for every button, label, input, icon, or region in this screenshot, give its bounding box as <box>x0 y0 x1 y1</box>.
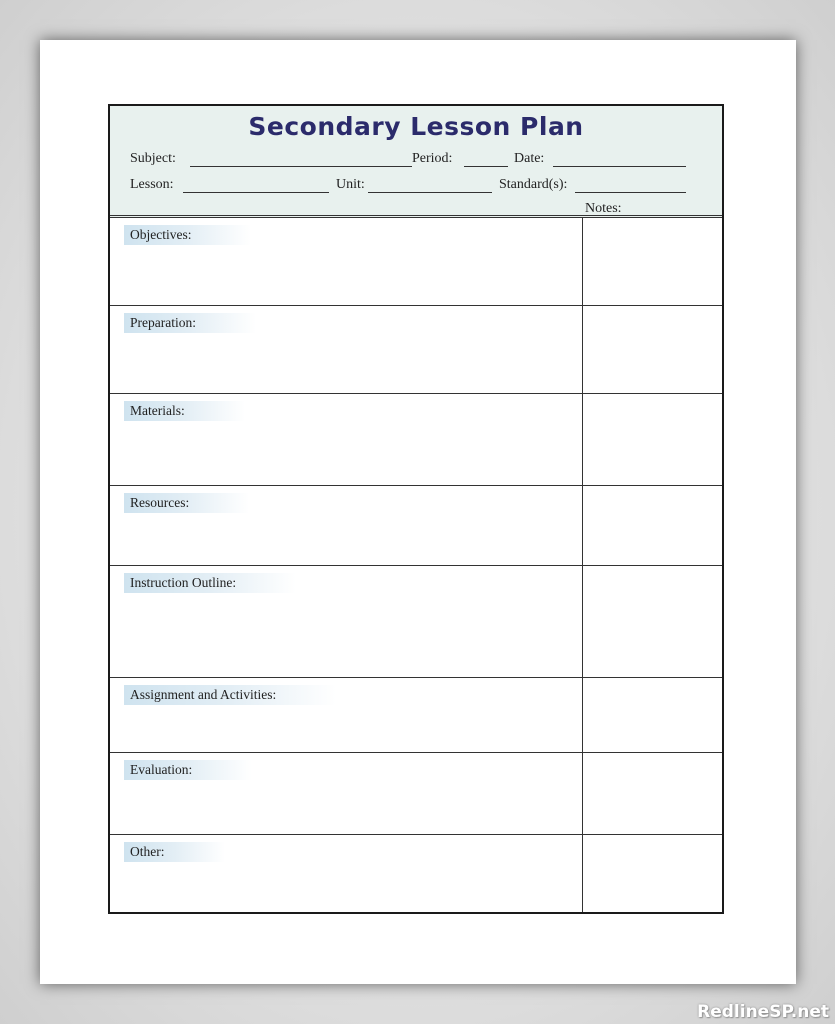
section-objectives[interactable] <box>110 218 722 306</box>
unit-label: Unit: <box>336 177 365 192</box>
notes-label: Notes: <box>585 201 622 216</box>
date-label: Date: <box>514 151 545 166</box>
watermark: RedlineSP.net <box>697 1002 829 1022</box>
section-label: Other: <box>124 842 225 862</box>
section-label: Materials: <box>124 401 245 421</box>
unit-field[interactable] <box>368 192 492 193</box>
notes-column-divider <box>582 218 583 305</box>
section-label: Assignment and Activities: <box>124 685 336 705</box>
notes-column-divider <box>582 678 583 752</box>
section-label: Instruction Outline: <box>124 573 296 593</box>
notes-column-divider <box>582 566 583 677</box>
lesson-plan-form <box>108 104 724 914</box>
page-title: Secondary Lesson Plan <box>248 112 584 141</box>
period-label: Period: <box>412 151 453 166</box>
date-field[interactable] <box>553 166 686 167</box>
section-assignment-activities[interactable] <box>110 678 722 753</box>
form-header <box>110 106 722 218</box>
section-evaluation[interactable] <box>110 753 722 835</box>
section-materials[interactable] <box>110 394 722 486</box>
subject-field[interactable] <box>190 166 412 167</box>
section-preparation[interactable] <box>110 306 722 394</box>
notes-column-divider <box>582 394 583 485</box>
section-resources[interactable] <box>110 486 722 566</box>
period-field[interactable] <box>464 166 508 167</box>
standards-label: Standard(s): <box>499 177 568 192</box>
lesson-label: Lesson: <box>130 177 174 192</box>
section-instruction-outline[interactable] <box>110 566 722 678</box>
lesson-field[interactable] <box>183 192 329 193</box>
paper-sheet <box>40 40 796 984</box>
section-label: Evaluation: <box>124 760 252 780</box>
notes-column-divider <box>582 306 583 393</box>
standards-field[interactable] <box>575 192 686 193</box>
notes-column-divider <box>582 486 583 565</box>
notes-column-divider <box>582 753 583 834</box>
notes-column-divider <box>582 835 583 912</box>
section-label: Resources: <box>124 493 249 513</box>
section-other[interactable] <box>110 835 722 912</box>
section-label: Objectives: <box>124 225 251 245</box>
subject-label: Subject: <box>130 151 176 166</box>
section-label: Preparation: <box>124 313 256 333</box>
